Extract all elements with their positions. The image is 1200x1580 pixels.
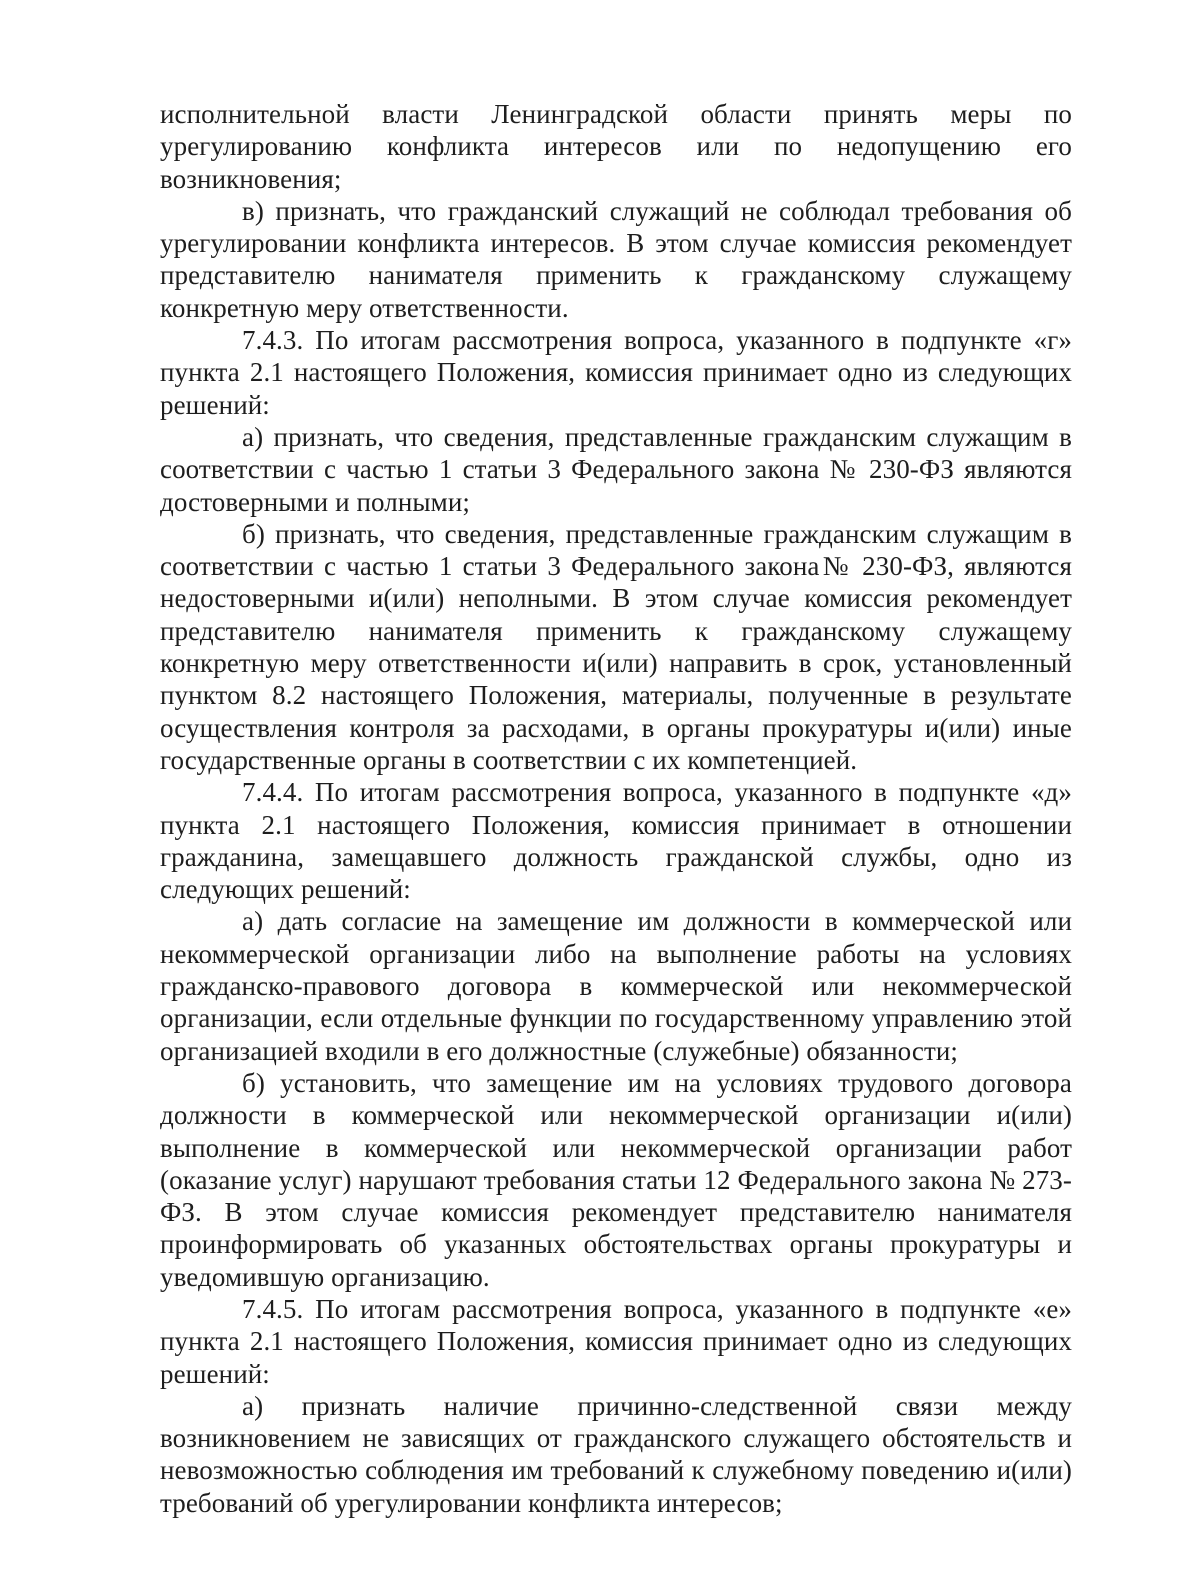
paragraph-item-v: в) признать, что гражданский служащий не соблюдал требования об урегулировании конфликта интересов. В этом случае комиссия рекомендует представителю нанимателя применить к гражданскому служащему конкретную меру ответственности. bbox=[160, 195, 1072, 323]
document-page bbox=[160, 98, 1072, 1519]
paragraph-7-4-3-item-a: а) признать, что сведения, представленные гражданским служащим в соответствии с частью 1 статьи 3 Федерального закона № 230-ФЗ являются достоверными и полными; bbox=[160, 421, 1072, 517]
paragraph-7-4-4-item-a: а) дать согласие на замещение им должности в коммерческой или некоммерческой организации либо на выполнение работы на условиях гражданско-правового договора в коммерческой или некоммерческой организации, если отдельные функции по государственному управлению этой организацией входили в его должностные (служебные) обязанности; bbox=[160, 906, 1072, 1066]
paragraph-7-4-4: 7.4.4. По итогам рассмотрения вопроса, указанного в подпункте «д» пункта 2.1 настоящего Положения, комиссия принимает в отношении гражданина, замещавшего должность гражданской службы, одно из следующих решений: bbox=[160, 777, 1072, 905]
paragraph-7-4-5-item-a: а) признать наличие причинно-следственной связи между возникновением не зависящих от гражданского служащего обстоятельств и невозможностью соблюдения им требований к служебному поведению и(или) требований об урегулировании конфликта интересов; bbox=[160, 1390, 1072, 1518]
paragraph-7-4-5: 7.4.5. По итогам рассмотрения вопроса, указанного в подпункте «е» пункта 2.1 настоящего Положения, комиссия принимает одно из следующих решений: bbox=[160, 1293, 1072, 1389]
paragraph-continuation: исполнительной власти Ленинградской области принять меры по урегулированию конфликта интересов или по недопущению его возникновения; bbox=[160, 99, 1072, 194]
paragraph-7-4-4-item-b: б) установить, что замещение им на условиях трудового договора должности в коммерческой или некоммерческой организации и(или) выполнение в коммерческой или некоммерческой организации работ (оказание услуг) нарушают требования статьи 12 Федерального закона № 273-ФЗ. В этом случае комиссия рекомендует представителю нанимателя проинформировать об указанных обстоятельствах органы прокуратуры и уведомившую организацию. bbox=[160, 1067, 1072, 1292]
paragraph-7-4-3-item-b: б) признать, что сведения, представленные гражданским служащим в соответствии с частью 1 статьи 3 Федерального закона№ 230-ФЗ, являются недостоверными и(или) неполными. В этом случае комиссия рекомендует представителю нанимателя применить к гражданскому служащему конкретную меру ответственности и(или) направить в срок, установленный пунктом 8.2 настоящего Положения, материалы, полученные в результате осуществления контроля за расходами, в органы прокуратуры и(или) иные государственные органы в соответствии с их компетенцией. bbox=[160, 518, 1072, 775]
paragraph-7-4-3: 7.4.3. По итогам рассмотрения вопроса, указанного в подпункте «г» пункта 2.1 настоящего Положения, комиссия принимает одно из следующих решений: bbox=[160, 325, 1072, 420]
